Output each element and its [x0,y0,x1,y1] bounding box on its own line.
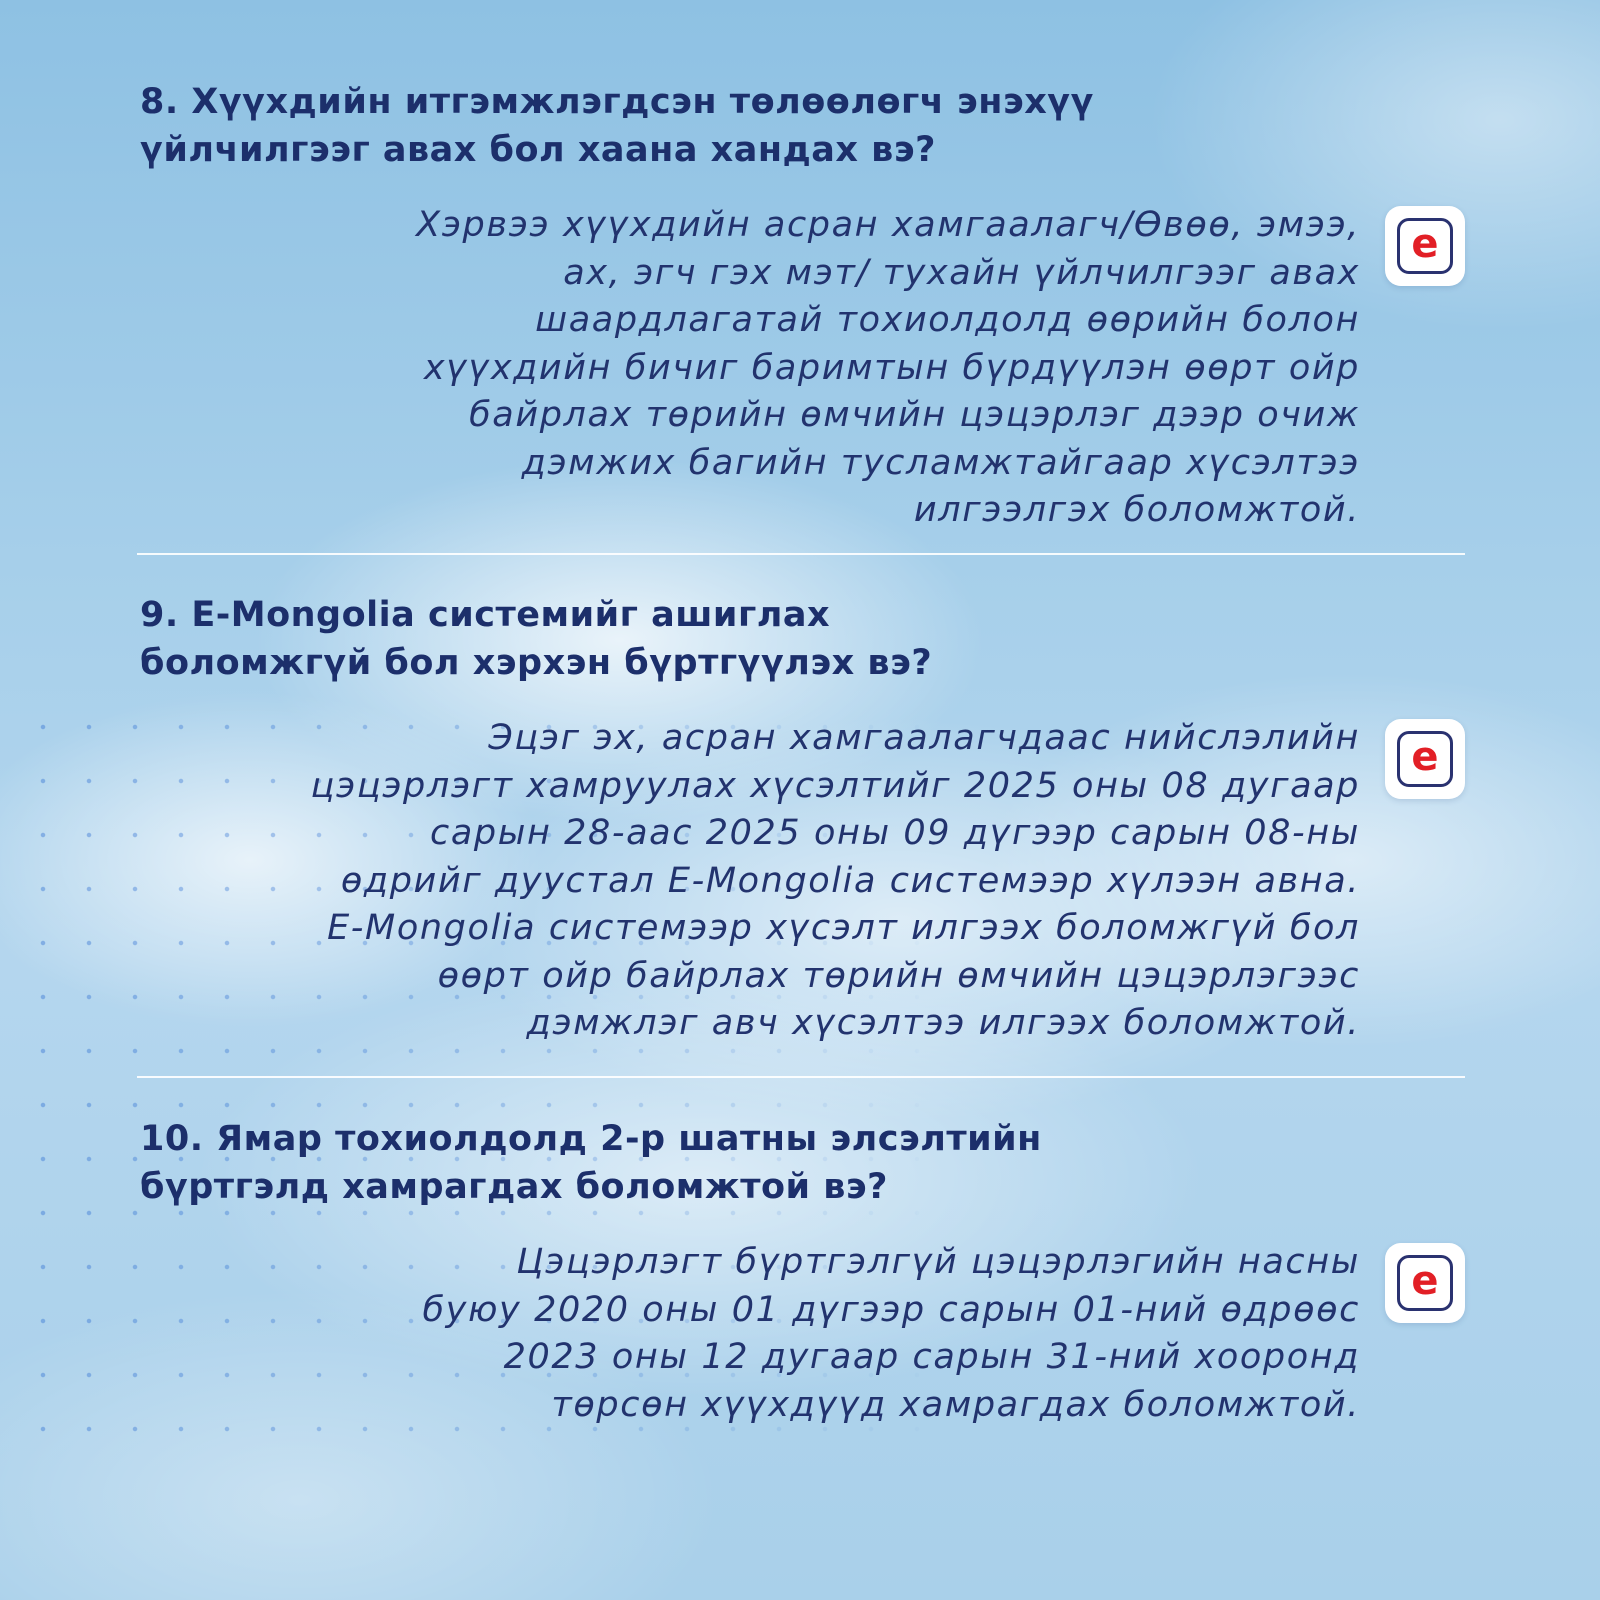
e-mongolia-logo-icon: e [1385,206,1465,286]
faq-answer-row-9 [140,715,1465,1048]
faq-answer-8: Хэрвээ хүүхдийн асран хамгаалагч/Өвөө, эмээ, ах, эгч гэх мэт/ тухайн үйлчилгээг авах шаардлагатай тохиолдолд өөрийн болон хүүхдийн бичиг баримтын бүрдүүлэн өөрт ойр байрлах төрийн өмчийн цэцэрлэг дээр очиж дэмжих багийн тусламжтайгаар хүсэлтээ илгээлгэх боломжтой. [416,205,1360,530]
e-mongolia-logo-icon: e [1385,719,1465,799]
faq-item-10 [140,1115,1465,1429]
faq-question-10: 10. Ямар тохиолдолд 2-р шатны элсэлтийн бүртгэлд хамрагдах боломжтой вэ? [140,1119,1042,1207]
faq-answer-row-10 [140,1239,1465,1429]
faq-item-9 [140,591,1465,1048]
section-divider [137,1076,1465,1078]
faq-question-9: 9. E-Mongolia системийг ашиглах боломжгүй бол хэрхэн бүртгүүлэх вэ? [140,595,933,683]
e-mongolia-logo-icon: e [1385,1243,1465,1323]
faq-question-8: 8. Хүүхдийн итгэмжлэгдсэн төлөөлөгч энэхүү үйлчилгээг авах бол хаана хандах вэ? [140,82,1094,170]
faq-answer-10: Цэцэрлэгт бүртгэлгүй цэцэрлэгийн насны буюу 2020 оны 01 дүгээр сарын 01-ний өдрөөс 2023 оны 12 дугаар сарын 31-ний хооронд төрсөн хүүхдүүд хамрагдах боломжтой. [422,1242,1360,1425]
section-divider [137,553,1465,555]
faq-answer-9: Эцэг эх, асран хамгаалагчдаас нийслэлийн цэцэрлэгт хамруулах хүсэлтийг 2025 оны 08 дугаар сарын 28-аас 2025 оны 09 дүгээр сарын 08-ны өдрийг дуустал E-Mongolia системээр хүлээн авна. E-Mongolia системээр хүсэлт илгээх боломжгүй бол өөрт ойр байрлах төрийн өмчийн цэцэрлэгээс дэмжлэг авч хүсэлтээ илгээх боломжтой. [310,718,1360,1043]
faq-answer-row-8 [140,202,1465,535]
faq-item-8 [140,78,1465,535]
